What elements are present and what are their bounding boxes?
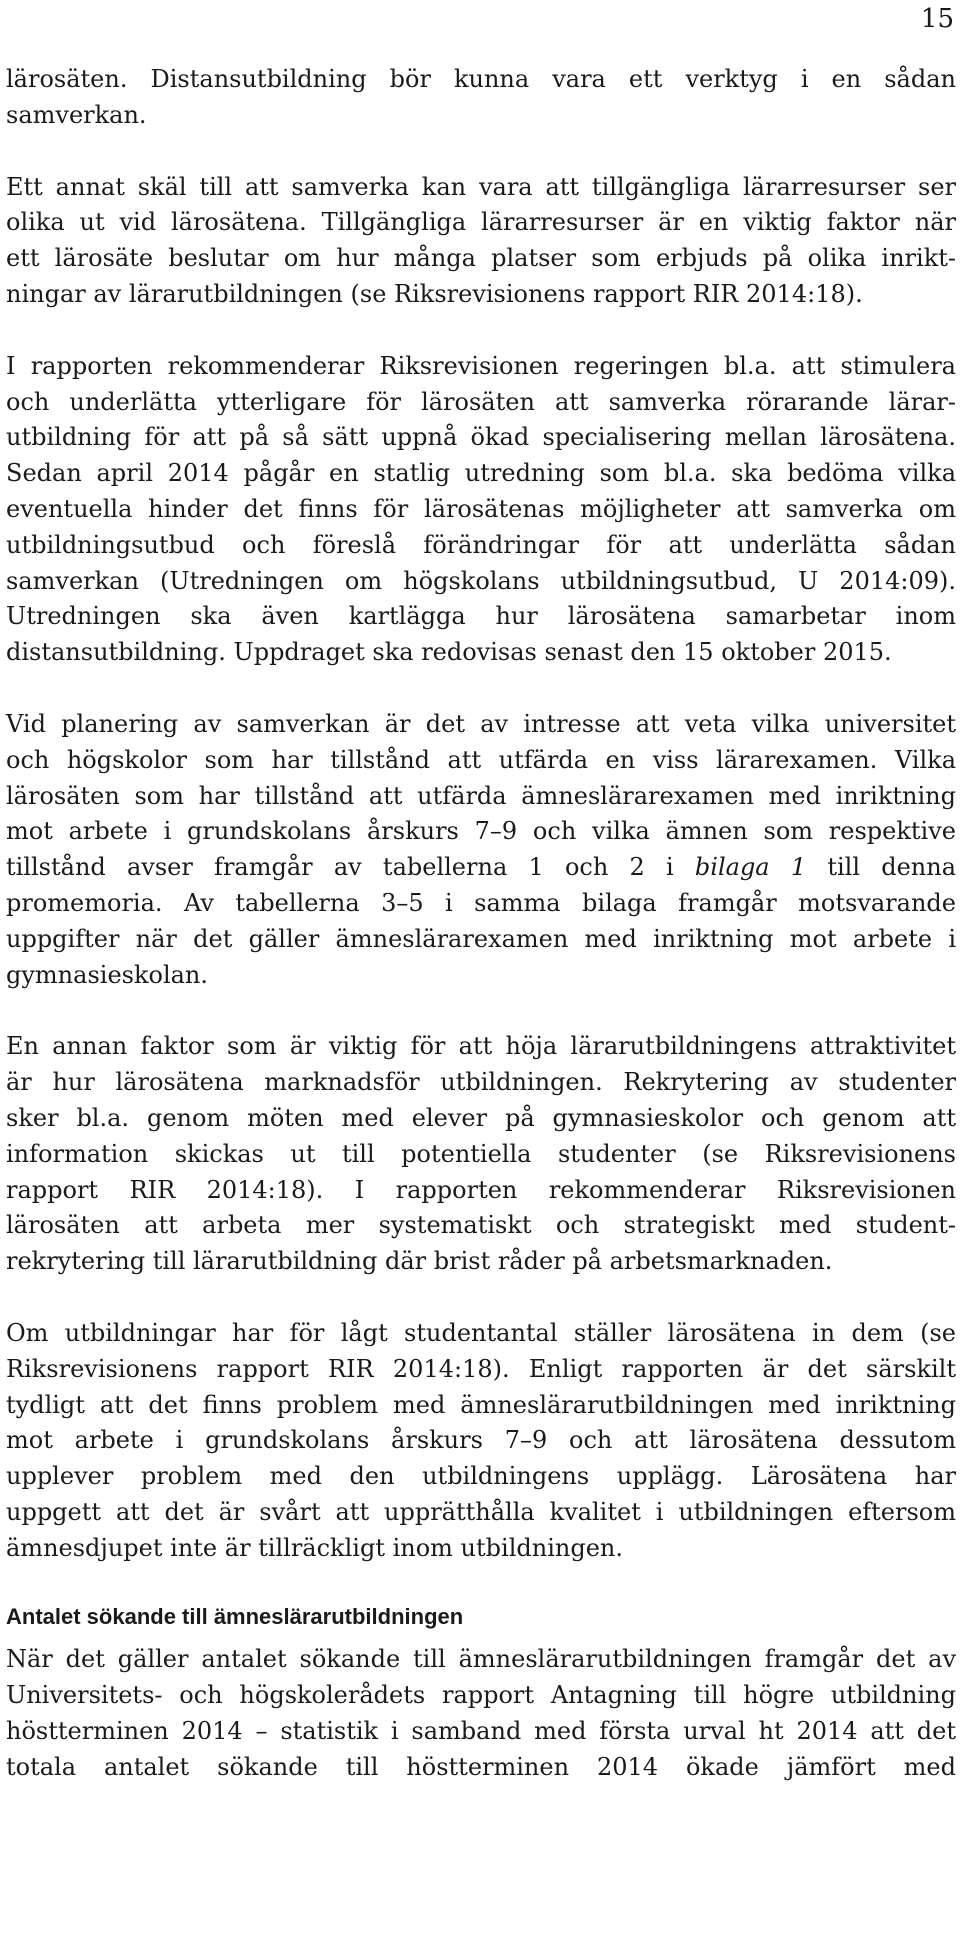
text-line: rekrytering till lärarutbildning där brist råder på arbetsmarknaden.	[6, 1247, 833, 1276]
text-line: utbildningsutbud och föreslå förändringar för att underlätta sådan	[6, 530, 956, 559]
text-line: distansutbildning. Uppdraget ska redovisas senast den 15 oktober 2015.	[6, 638, 892, 667]
text-line: olika ut vid lärosätena. Tillgängliga lärarresurser är en viktig faktor när	[6, 208, 956, 237]
text-line: samverkan.	[6, 100, 147, 129]
text-line	[6, 850, 956, 886]
text-line: mot arbete i grundskolans årskurs 7–9 och att lärosätena dessutom	[6, 1426, 956, 1455]
text-line: Utredningen ska även kartlägga hur lärosätena samarbetar inom	[6, 602, 956, 631]
text-line: lärosäten som har tillstånd att utfärda ämneslärarexamen med inriktning	[6, 781, 956, 810]
text-line: I rapporten rekommenderar Riksrevisionen regeringen bl.a. att stimulera	[6, 351, 956, 380]
paragraph-3	[6, 349, 956, 671]
text-line: sker bl.a. genom möten med elever på gymnasieskolor och genom att	[6, 1103, 956, 1132]
body-text	[6, 62, 956, 1822]
text-line: promemoria. Av tabellerna 3–5 i samma bilaga framgår motsvarande	[6, 888, 956, 917]
text-line: information skickas ut till potentiella studenter (se Riksrevisionens	[6, 1139, 956, 1168]
text-line: eventuella hinder det finns för lärosätenas möjligheter att samverka om	[6, 494, 956, 523]
text-line: samverkan (Utredningen om högskolans utbildningsutbud, U 2014:09).	[6, 566, 956, 595]
text-segment: tillstånd avser framgår av tabellerna 1 och 2 i	[6, 853, 695, 882]
text-line: Ett annat skäl till att samverka kan vara att tillgängliga lärarresurser ser	[6, 172, 956, 201]
text-line: och högskolor som har tillstånd att utfärda en viss lärarexamen. Vilka	[6, 745, 956, 774]
text-line: tydligt att det finns problem med ämneslärarutbildningen med inriktning	[6, 1390, 956, 1419]
paragraph-5	[6, 1029, 956, 1280]
italic-reference: bilaga 1	[694, 853, 807, 882]
text-line: lärosäten. Distansutbildning bör kunna vara ett verktyg i en sådan	[6, 65, 956, 93]
text-line: gymnasieskolan.	[6, 960, 209, 989]
text-line: Riksrevisionens rapport RIR 2014:18). Enligt rapporten är det särskilt	[6, 1354, 956, 1383]
text-line: utbildning för att på så sätt uppnå ökad specialisering mellan lärosätena.	[6, 423, 956, 452]
text-line: höstterminen 2014 – statistik i samband med första urval ht 2014 att det	[6, 1717, 956, 1746]
text-line: ett lärosäte beslutar om hur många platser som erbjuds på olika inrikt-	[6, 244, 956, 273]
text-line: är hur lärosätena marknadsför utbildningen. Rekrytering av studenter	[6, 1068, 956, 1097]
text-line: totala antalet sökande till höstterminen 2014 ökade jämfört med	[6, 1752, 956, 1781]
paragraph-7	[6, 1642, 956, 1785]
text-line: och underlätta ytterligare för lärosäten att samverka rörarande lärar-	[6, 387, 956, 416]
text-line: Sedan april 2014 pågår en statlig utredning som bl.a. ska bedöma vilka	[6, 459, 956, 488]
text-line: ningar av lärarutbildningen (se Riksrevisionens rapport RIR 2014:18).	[6, 279, 863, 308]
text-line: mot arbete i grundskolans årskurs 7–9 och vilka ämnen som respektive	[6, 817, 956, 846]
text-line: ämnesdjupet inte är tillräckligt inom utbildningen.	[6, 1533, 623, 1562]
text-line: Om utbildningar har för lågt studentantal ställer lärosätena in dem (se	[6, 1318, 956, 1347]
section-heading: Antalet sökande till ämneslärarutbildningen	[6, 1604, 464, 1630]
text-line: uppgifter när det gäller ämneslärarexamen med inriktning mot arbete i	[6, 924, 956, 953]
text-line: När det gäller antalet sökande till ämneslärarutbildningen framgår det av	[6, 1645, 956, 1674]
text-segment: till denna	[806, 853, 957, 882]
text-line: lärosäten att arbeta mer systematiskt och strategiskt med student-	[6, 1211, 956, 1240]
paragraph-1	[6, 62, 956, 134]
text-line: Universitets- och högskolerådets rapport Antagning till högre utbildning	[6, 1681, 956, 1710]
paragraph-4	[6, 707, 956, 993]
text-line: rapport RIR 2014:18). I rapporten rekommenderar Riksrevisionen	[6, 1175, 956, 1204]
paragraph-2	[6, 170, 956, 313]
text-line: En annan faktor som är viktig för att höja lärarutbildningens attraktivitet	[6, 1032, 956, 1061]
text-line: uppgett att det är svårt att upprätthålla kvalitet i utbildningen eftersom	[6, 1497, 956, 1526]
paragraph-6	[6, 1316, 956, 1567]
text-line: Vid planering av samverkan är det av intresse att veta vilka universitet	[6, 709, 956, 738]
text-line: upplever problem med den utbildningens upplägg. Lärosätena har	[6, 1462, 956, 1491]
page-number: 15	[920, 4, 954, 34]
